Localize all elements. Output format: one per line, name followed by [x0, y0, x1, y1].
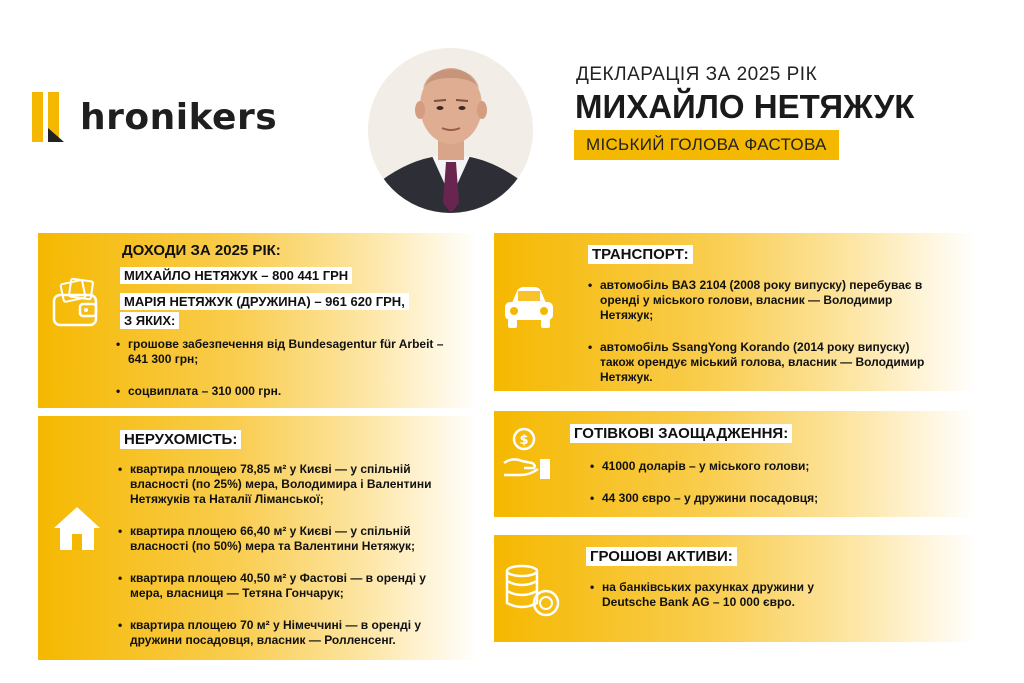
transport-title: ТРАНСПОРТ:: [588, 245, 693, 264]
coins-icon: [500, 559, 564, 627]
income-person-1: МИХАЙЛО НЕТЯЖУК – 800 441 ГРН: [120, 267, 352, 284]
transport-item-1: • автомобіль ВАЗ 2104 (2008 року випуску) перебуває в оренді у міського голови, власник — Володимир Нетяжук;: [586, 278, 936, 323]
assets-title: ГРОШОВІ АКТИВИ:: [586, 547, 737, 566]
property-item-1: • квартира площею 78,85 м² у Києві — у спільній власності (по 25%) мера, Володимира і Валентини Нетяжуків та Наталії Ліманської;: [116, 462, 461, 507]
savings-panel: [494, 411, 976, 517]
official-portrait: [368, 48, 533, 213]
house-icon: [50, 502, 104, 560]
assets-item-1: • на банківських рахунках дружини у Deutsche Bank AG – 10 000 євро.: [588, 580, 843, 610]
money-hand-icon: [498, 419, 554, 489]
transport-item-2: • автомобіль SsangYong Korando (2014 року випуску) також орендує міський голова, власник — Володимир Нетяжук.: [586, 340, 936, 385]
income-item-2: • соцвиплата – 310 000 грн.: [114, 384, 459, 399]
income-list: [114, 337, 459, 399]
assets-list: [588, 580, 843, 610]
income-person-1-row: [120, 267, 352, 284]
logo-mark-icon: [32, 92, 70, 142]
income-panel: [38, 233, 478, 408]
brand-logo: [32, 92, 277, 142]
svg-text:$: $: [519, 433, 529, 448]
official-name: МИХАЙЛО НЕТЯЖУК: [575, 88, 915, 125]
savings-item-1: • 41000 доларів – у міського голови;: [588, 459, 948, 474]
brand-name: hronikers: [80, 96, 278, 138]
savings-item-2: • 44 300 євро – у дружини посадовця;: [588, 491, 948, 506]
transport-list: [586, 278, 936, 385]
property-panel: [38, 416, 478, 660]
savings-list: [588, 459, 948, 506]
property-item-3: • квартира площею 40,50 м² у Фастові — в оренді у мера, власниця — Тетяна Гончарук;: [116, 571, 461, 601]
property-list: [116, 462, 461, 648]
property-title: НЕРУХОМІСТЬ:: [120, 430, 241, 449]
property-item-2: • квартира площею 66,40 м² у Києві — у спільній власності (по 50%) мера та Валентини Нетяжук;: [116, 524, 461, 554]
car-icon: [502, 285, 556, 335]
official-role-badge: МІСЬКИЙ ГОЛОВА ФАСТОВА: [574, 130, 839, 160]
income-person-2-row-2: [120, 312, 179, 329]
transport-panel: [494, 233, 976, 391]
declaration-label: ДЕКЛАРАЦІЯ ЗА 2025 РІК: [576, 64, 818, 85]
savings-title: ГОТІВКОВІ ЗАОЩАДЖЕННЯ:: [570, 424, 792, 443]
income-person-2-line-2: З ЯКИХ:: [120, 312, 179, 329]
income-person-2-line-1: МАРІЯ НЕТЯЖУК (ДРУЖИНА) – 961 620 ГРН,: [120, 293, 409, 310]
wallet-icon: [50, 277, 102, 333]
assets-panel: [494, 535, 976, 642]
property-item-4: • квартира площею 70 м² у Німеччині — в оренді у дружини посадовця, власник — Ролленсенг.: [116, 618, 461, 648]
income-title: ДОХОДИ ЗА 2025 РІК:: [122, 242, 281, 259]
income-item-1: • грошове забезпечення від Bundesagentur für Arbeit – 641 300 грн;: [114, 337, 459, 367]
income-person-2-row: [120, 293, 409, 310]
